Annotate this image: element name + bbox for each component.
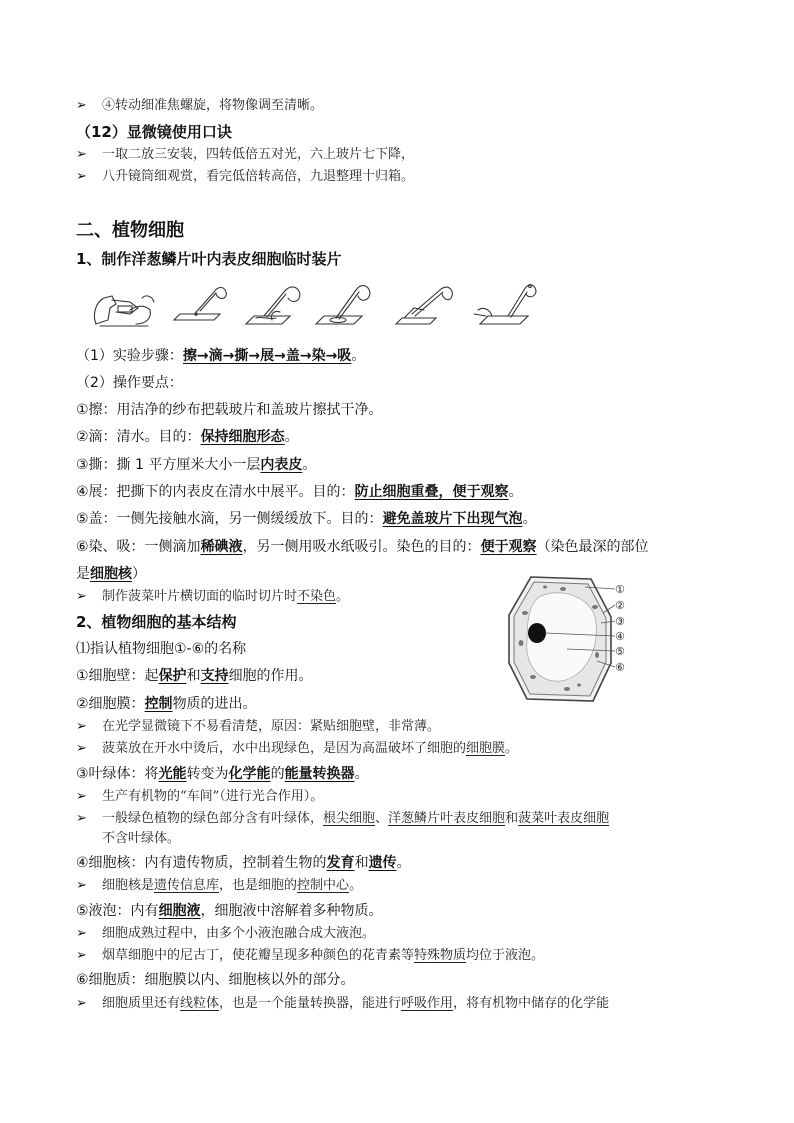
bullet-icon: ➢ bbox=[76, 719, 87, 734]
cytoplasm-line: ⑥细胞质：细胞膜以内、细胞核以外的部分。 bbox=[76, 972, 355, 988]
procedure-illustration bbox=[90, 280, 550, 338]
step-cover: ⑤盖：一侧先接触水滴，另一侧缓缓放下。目的：避免盖玻片下出现气泡。 bbox=[76, 511, 537, 527]
bullet-icon: ➢ bbox=[76, 789, 87, 804]
label-6: ⑥ bbox=[615, 661, 625, 674]
bullet-icon: ➢ bbox=[76, 741, 87, 756]
vacuole-note-2: 烟草细胞中的尼古丁，使花瓣呈现多种颜色的花青素等特殊物质均位于液泡。 bbox=[102, 948, 545, 963]
nucleus-note-1: 细胞核是遗传信息库，也是细胞的控制中心。 bbox=[102, 878, 363, 893]
bullet-icon: ➢ bbox=[76, 996, 87, 1011]
label-2: ② bbox=[615, 599, 625, 612]
mnemonic-line-1: 一取二放三安装，四转低倍五对光，六上玻片七下降， bbox=[102, 147, 415, 162]
chloroplast-note-1: 生产有机物的“车间”（进行光合作用）。 bbox=[102, 789, 324, 804]
plant-cell-diagram bbox=[505, 573, 655, 705]
mnemonic-line-2: 八升镜筒细观赏，看完低倍转高倍，九退整理十归箱。 bbox=[102, 169, 415, 184]
nucleus-line: ④细胞核：内有遗传物质，控制着生物的发育和遗传。 bbox=[76, 855, 411, 871]
step-stain: ⑥染、吸：一侧滴加稀碘液，另一侧用吸水纸吸引。染色的目的：便于观察（染色最深的部位 bbox=[76, 539, 649, 555]
section-heading-12: （12）显微镜使用口诀 bbox=[76, 123, 232, 141]
label-3: ③ bbox=[615, 615, 625, 628]
step-drop: ②滴：清水。目的：保持细胞形态。 bbox=[76, 429, 299, 445]
note-spinach: 制作菠菜叶片横切面的临时切片时不染色。 bbox=[102, 589, 350, 604]
bullet-icon: ➢ bbox=[76, 98, 87, 113]
membrane-note-1: 在光学显微镜下不易看清楚，原因：紧贴细胞壁，非常薄。 bbox=[102, 719, 441, 734]
cell-wall-line: ①细胞壁：起保护和支持细胞的作用。 bbox=[76, 668, 313, 684]
step-stain-cont: 是细胞核） bbox=[76, 566, 146, 582]
bullet-icon: ➢ bbox=[76, 147, 87, 162]
steps-line: （1）实验步骤：擦→滴→撕→展→盖→染→吸。 bbox=[76, 348, 366, 364]
bullet-icon: ➢ bbox=[76, 926, 87, 941]
label-1: ① bbox=[615, 583, 625, 596]
operation-points-heading: （2）操作要点： bbox=[76, 375, 183, 391]
subsection-title-2: 2、植物细胞的基本结构 bbox=[76, 613, 237, 631]
bullet-icon: ➢ bbox=[76, 169, 87, 184]
vacuole-note-1: 细胞成熟过程中，由多个小液泡融合成大液泡。 bbox=[102, 926, 376, 941]
step-wipe: ①擦：用洁净的纱布把载玻片和盖玻片擦拭干净。 bbox=[76, 402, 383, 418]
cell-membrane-line: ②细胞膜：控制物质的进出。 bbox=[76, 696, 257, 712]
note-line: ④转动细准焦螺旋，将物像调至清晰。 bbox=[102, 98, 324, 113]
bullet-icon: ➢ bbox=[76, 878, 87, 893]
step-wipe-illustration bbox=[94, 296, 154, 326]
step-tear: ③撕：撕 1 平方厘米大小一层内表皮。 bbox=[76, 457, 317, 473]
section-title: 二、植物细胞 bbox=[76, 220, 184, 241]
step-spread: ④展：把撕下的内表皮在清水中展平。目的：防止细胞重叠，便于观察。 bbox=[76, 484, 523, 500]
steps-keywords: 擦→滴→撕→展→盖→染→吸 bbox=[182, 348, 352, 364]
chloroplast-note-2-cont: 不含叶绿体。 bbox=[102, 831, 181, 846]
identify-question: ⑴指认植物细胞①-⑥的名称 bbox=[76, 641, 247, 657]
subsection-title-1: 1、制作洋葱鳞片叶内表皮细胞临时装片 bbox=[76, 250, 342, 268]
bullet-icon: ➢ bbox=[76, 589, 87, 604]
label-4: ④ bbox=[615, 630, 625, 643]
vacuole-line: ⑤液泡：内有细胞液，细胞液中溶解着多种物质。 bbox=[76, 903, 383, 919]
label-5: ⑤ bbox=[615, 645, 625, 658]
bullet-icon: ➢ bbox=[76, 811, 87, 826]
bullet-icon: ➢ bbox=[76, 948, 87, 963]
chloroplast-line: ③叶绿体：将光能转变为化学能的能量转换器。 bbox=[76, 766, 369, 782]
cytoplasm-note-1: 细胞质里还有线粒体，也是一个能量转换器，能进行呼吸作用，将有机物中储存的化学能 bbox=[102, 996, 610, 1011]
membrane-note-2: 菠菜放在开水中烫后，水中出现绿色，是因为高温破坏了细胞的细胞膜。 bbox=[102, 741, 519, 756]
chloroplast-note-2: 一般绿色植物的绿色部分含有叶绿体，根尖细胞、洋葱鳞片叶表皮细胞和菠菜叶表皮细胞 bbox=[102, 811, 610, 826]
